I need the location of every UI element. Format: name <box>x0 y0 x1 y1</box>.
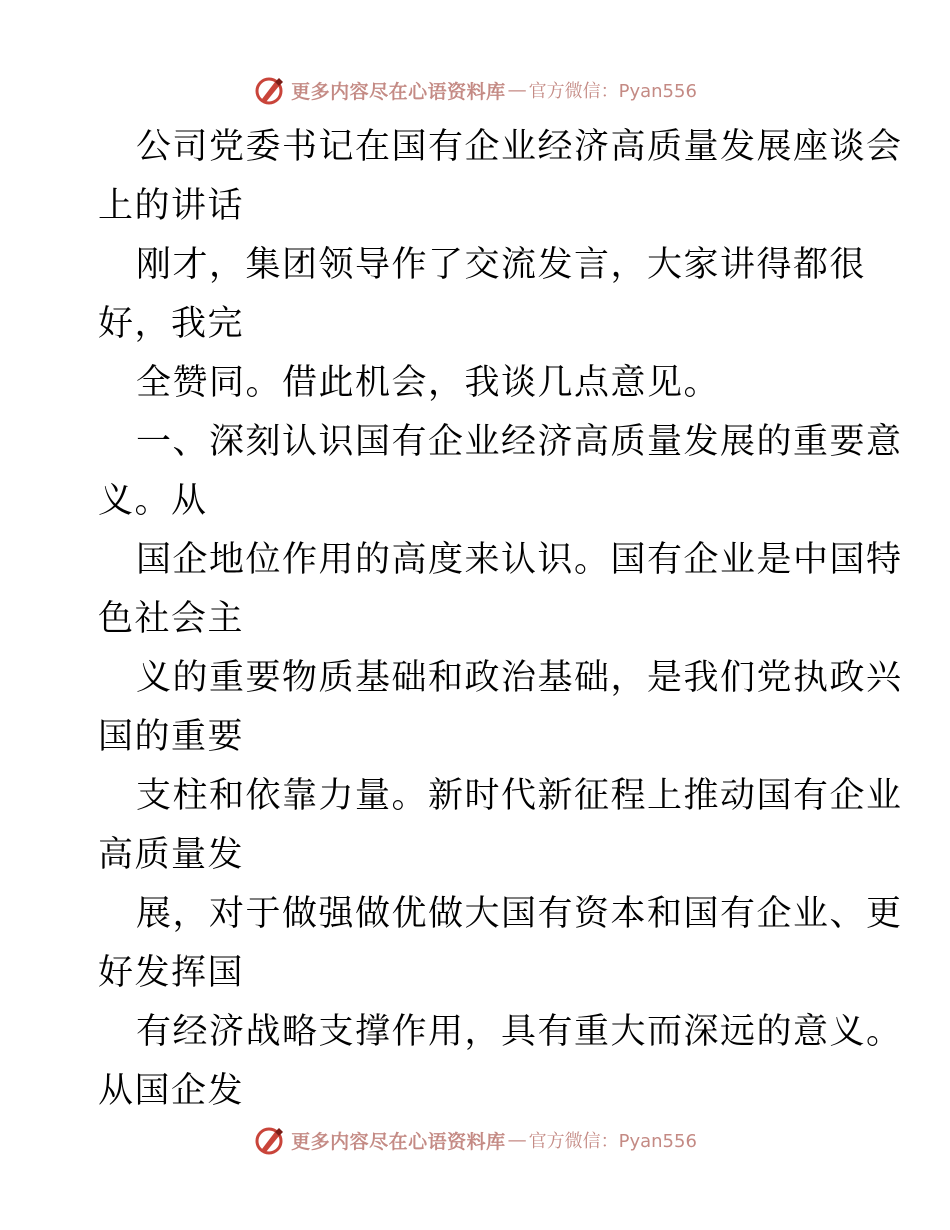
paragraph-line: 国的重要 <box>98 717 245 757</box>
paragraph-line: 好，我完 <box>98 304 245 344</box>
paragraph-line: 好发挥国 <box>98 953 245 993</box>
paragraph-line: 高质量发 <box>98 835 245 875</box>
document-body <box>98 118 903 1121</box>
paragraph-line: 从国企发 <box>98 1071 245 1111</box>
footer-banner <box>0 1120 950 1160</box>
paragraph-line: 支柱和依靠力量。新时代新征程上推动国有企业 <box>136 776 903 816</box>
banner-brand-text: 更多内容尽在心语资料库 <box>291 1130 506 1153</box>
section-heading-line: 义。从 <box>98 481 208 521</box>
banner-brand-text: 更多内容尽在心语资料库 <box>291 80 506 103</box>
paragraph-line: 刚才，集团领导作了交流发言，大家讲得都很 <box>136 245 867 285</box>
header-banner <box>0 70 950 110</box>
paragraph-line: 国企地位作用的高度来认识。国有企业是中国特 <box>136 540 903 580</box>
paragraph-line: 色社会主 <box>98 599 245 639</box>
banner-dash: — <box>507 79 527 101</box>
banner-wechat-text: 官方微信：Pyan556 <box>528 1131 697 1152</box>
pen-nib-logo-icon <box>253 1124 285 1156</box>
paragraph-line: 义的重要物质基础和政治基础，是我们党执政兴 <box>136 658 903 698</box>
section-heading-line: 一、深刻认识国有企业经济高质量发展的重要意 <box>136 422 903 462</box>
document-title-line: 公司党委书记在国有企业经济高质量发展座谈会 <box>136 127 903 167</box>
paragraph-line: 全赞同。借此机会，我谈几点意见。 <box>136 363 721 403</box>
banner-dash: — <box>507 1129 527 1151</box>
banner-wechat-text: 官方微信：Pyan556 <box>528 81 697 102</box>
pen-nib-logo-icon <box>253 74 285 106</box>
paragraph-line: 展，对于做强做优做大国有资本和国有企业、更 <box>136 894 903 934</box>
document-title-line: 上的讲话 <box>98 186 245 226</box>
paragraph-line: 有经济战略支撑作用，具有重大而深远的意义。 <box>136 1012 903 1052</box>
